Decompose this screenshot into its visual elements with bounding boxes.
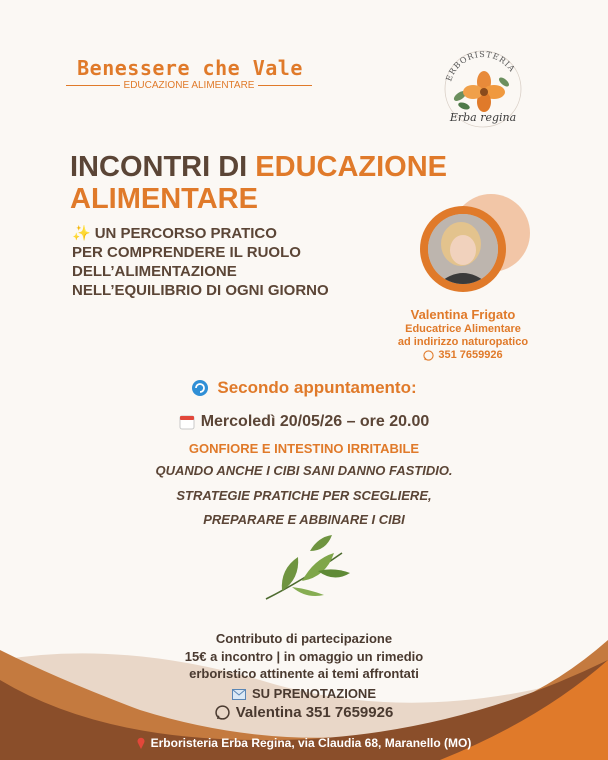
cyclone-icon — [191, 379, 209, 397]
leaf-icon — [262, 533, 354, 603]
booking-note — [0, 686, 608, 701]
brand-subtitle — [66, 80, 312, 91]
logo-name: Erba regina — [449, 111, 517, 124]
avatar-image — [428, 214, 498, 284]
flower-icon — [463, 71, 505, 112]
contact-line[interactable] — [0, 704, 608, 721]
address-line — [0, 736, 608, 750]
whatsapp-icon — [215, 705, 230, 720]
envelope-icon — [232, 688, 246, 700]
subtitle — [72, 224, 402, 300]
title-part1: INCONTRI DI — [70, 151, 256, 183]
brand-subtitle-text: EDUCAZIONE ALIMENTARE — [123, 80, 255, 91]
appointment-label — [0, 378, 608, 398]
brand-title: Benessere che Vale — [77, 56, 303, 80]
contribution-price: 15€ a incontro | in omaggio un rimedio — [184, 649, 424, 664]
appointment-label-text: Secondo appuntamento: — [217, 378, 417, 397]
booking-note-text: SU PRENOTAZIONE — [252, 686, 376, 701]
presenter-role-line1: Educatrice Alimentare — [405, 323, 521, 335]
presenter-role-line2: ad indirizzo naturopatico — [397, 336, 529, 348]
whatsapp-icon — [423, 350, 434, 361]
subtitle-line2: PER COMPRENDERE IL RUOLO — [72, 244, 301, 261]
appointment-desc-2: STRATEGIE PRATICHE PER SCEGLIERE, — [176, 488, 432, 503]
title-part3: ALIMENTARE — [70, 183, 258, 215]
subtitle-line1: UN PERCORSO PRATICO — [94, 225, 277, 242]
subtitle-line3: DELL’ALIMENTAZIONE — [72, 263, 237, 280]
appointment-date-text: Mercoledì 20/05/26 – ore 20.00 — [200, 413, 430, 430]
appointment-date — [0, 413, 608, 431]
title-part2: EDUCAZIONE — [255, 151, 448, 183]
presenter-name: Valentina Frigato — [410, 307, 516, 322]
contribution-title: Contributo di partecipazione — [215, 631, 393, 646]
contribution-gift: erboristico attinente ai temi affrontati — [189, 666, 419, 681]
presenter-phone[interactable] — [386, 349, 540, 361]
logo-arc-text: ERBORISTERIA — [444, 49, 517, 83]
appointment-desc-3: PREPARARE E ABBINARE I CIBI — [203, 512, 405, 527]
calendar-icon — [179, 414, 195, 430]
contact-text: Valentina 351 7659926 — [235, 704, 394, 721]
appointment-topic: GONFIORE E INTESTINO IRRITABILE — [188, 441, 420, 456]
divider — [258, 85, 312, 86]
page-title — [70, 151, 490, 215]
presenter-phone-text: 351 7659926 — [438, 349, 503, 361]
sparkle-icon: ✨ — [72, 225, 91, 242]
presenter-role — [386, 323, 540, 349]
appointment-desc-1: QUANDO ANCHE I CIBI SANI DANNO FASTIDIO. — [155, 463, 453, 478]
map-pin-icon — [137, 737, 145, 749]
divider — [66, 85, 120, 86]
avatar — [428, 214, 498, 284]
address-text: Erboristeria Erba Regina, via Claudia 68, Maranello (MO) — [150, 736, 472, 750]
subtitle-line4: NELL’EQUILIBRIO DI OGNI GIORNO — [72, 282, 329, 299]
